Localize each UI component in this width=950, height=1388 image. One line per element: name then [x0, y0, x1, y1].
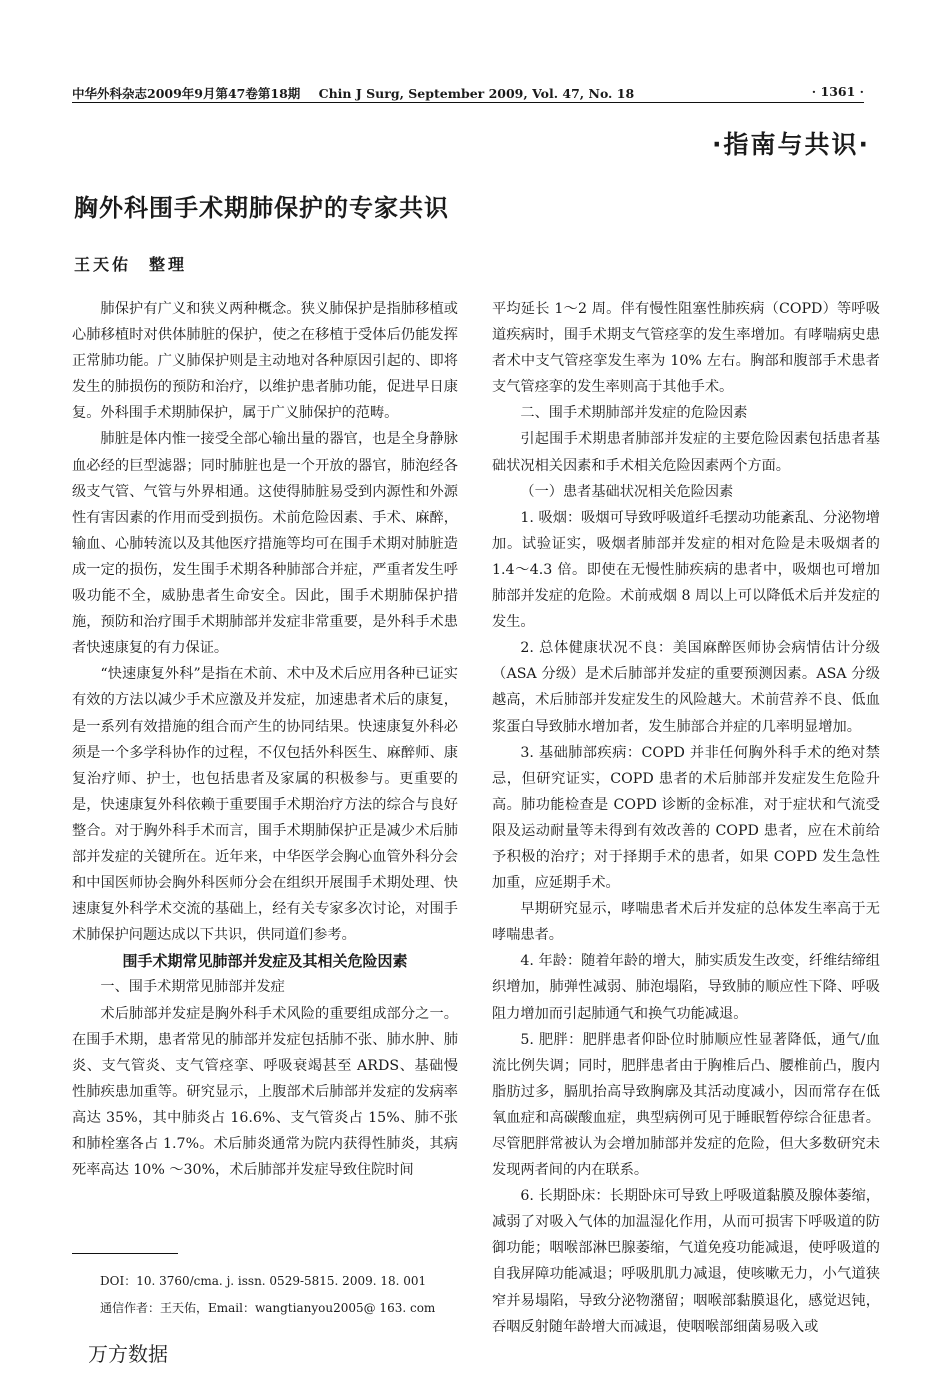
- author-role: 整理: [149, 255, 188, 274]
- paragraph: 术后肺部并发症是胸外科手术风险的重要组成部分之一。在围手术期，患者常见的肺部并发症包括肺不张、肺水肿、肺炎、支气管炎、支气管痉挛、呼吸衰竭甚至 ARDS、基础慢性肺疾患加重等。研究显示，上腹部术后肺部并发症的发病率高达 35%，其中肺炎占 16.6%、支气管炎占 15%、肺不张和肺栓塞各占 1.7%。术后肺炎通常为院内获得性肺炎，其病死率高达 10% ～30%，术后肺部并发症导致住院时间: [72, 1005, 458, 1179]
- list-item: 4. 年龄：随着年龄的增大，肺实质发生改变，纤维结缔组织增加，肺弹性减弱、肺泡塌陷，导致肺的顺应性下降、呼吸阻力增加而引起肺通气和换气功能减退。: [492, 953, 880, 1022]
- subsubsection-heading: （一）患者基础状况相关危险因素: [520, 483, 734, 500]
- footnote-rule: [72, 1253, 178, 1254]
- doi: DOI：10. 3760/cma. j. issn. 0529-5815. 2009. 18. 001: [100, 1274, 427, 1288]
- footnotes: [100, 1268, 435, 1322]
- list-item: 3. 基础肺部疾病：COPD 并非任何胸外科手术的绝对禁忌，但研究证实，COPD 患者的术后肺部并发症发生危险升高。肺功能检查是 COPD 诊断的金标准，对于症状和气流受限及运动耐量等未得到有效改善的 COPD 患者，应在术前给予积极的治疗；对于择期手术的患者，如果 COPD 发生急性加重，应延期手术。: [492, 744, 880, 892]
- list-item: 2. 总体健康状况不良：美国麻醉医师协会病情估计分级（ASA 分级）是术后肺部并发症的重要预测因素。ASA 分级越高，术后肺部并发症发生的风险越大。术前营养不良、低血浆蛋白导致肺水增加者，发生肺部合并症的几率明显增加。: [492, 640, 880, 735]
- paragraph: 肺保护有广义和狭义两种概念。狭义肺保护是指肺移植或心肺移植时对供体肺脏的保护，使之在移植于受体后仍能发挥正常肺功能。广义肺保护则是主动地对各种原因引起的、即将发生的肺损伤的预防和治疗，以维护患者肺功能，促进早日康复。外科围手术期肺保护，属于广义肺保护的范畴。: [72, 301, 458, 422]
- right-column: [492, 296, 880, 1340]
- author-name: 王天佑: [74, 255, 132, 274]
- left-column: [72, 296, 458, 1183]
- author-line: [74, 252, 187, 275]
- header-rule: [72, 102, 864, 103]
- section-heading: 围手术期常见肺部并发症及其相关危险因素: [122, 952, 408, 971]
- list-item: 早期研究显示，哮喘患者术后并发症的总体发生率高于无哮喘患者。: [492, 901, 880, 944]
- correspondence: 通信作者：王天佑，Email：wangtianyou2005@ 163. com: [100, 1301, 436, 1315]
- watermark: 万方数据: [88, 1342, 168, 1366]
- article-title: 胸外科围手术期肺保护的专家共识: [74, 194, 449, 222]
- journal-citation-en: Chin J Surg, September 2009, Vol. 47, No. 18: [318, 86, 635, 101]
- paragraph: “快速康复外科”是指在术前、术中及术后应用各种已证实有效的方法以减少手术应激及并发症，加速患者术后的康复，是一系列有效措施的组合而产生的协同结果。快速康复外科必须是一个多学科协作的过程，不仅包括外科医生、麻醉师、康复治疗师、护士，也包括患者及家属的积极参与。更重要的是，快速康复外科依赖于重要围手术期治疗方法的综合与良好整合。对于胸外科手术而言，围手术期肺保护正是减少术后肺部并发症的关键所在。近年来，中华医学会胸心血管外科分会和中国医师协会胸外科医师分会在组织开展围手术期处理、快速康复外科学术交流的基础上，经有关专家多次讨论，对围手术肺保护问题达成以下共识，供同道们参考。: [72, 666, 458, 944]
- page-number: · 1361 ·: [811, 84, 864, 99]
- subsection-heading: 二、围手术期肺部并发症的危险因素: [520, 405, 748, 422]
- paragraph-continued: 平均延长 1～2 周。伴有慢性阻塞性肺疾病（COPD）等呼吸道疾病时，围手术期支气管痉挛的发生率增加。有哮喘病史患者术中支气管痉挛发生率为 10% 左右。胸部和腹部手术患者支气管痉挛的发生率则高于其他手术。: [492, 301, 880, 396]
- journal-citation: [72, 84, 648, 102]
- list-item: 6. 长期卧床：长期卧床可导致上呼吸道黏膜及腺体萎缩，减弱了对吸入气体的加温湿化作用，从而可损害下呼吸道的防御功能；咽喉部淋巴腺萎缩，气道免疫功能减退，使呼吸道的自我屏障功能减退；呼吸肌肌力减退，使咳嗽无力，小气道狭窄并易塌陷，导致分泌物潴留；咽喉部黏膜退化，感觉迟钝，吞咽反射随年龄增大而减退，使咽喉部细菌易吸入或: [492, 1188, 880, 1335]
- running-head: [72, 84, 864, 102]
- list-item: 5. 肥胖：肥胖患者仰卧位时肺顺应性显著降低，通气/血流比例失调；同时，肥胖患者由于胸椎后凸、腰椎前凸，腹内脂肪过多，膈肌抬高导致胸廓及其活动度减小，因而常存在低氧血症和高碳酸血症，典型病例可见于睡眠暂停综合征患者。尽管肥胖常被认为会增加肺部并发症的危险，但大多数研究未发现两者间的内在联系。: [492, 1031, 880, 1179]
- paragraph: 引起围手术期患者肺部并发症的主要危险因素包括患者基础状况相关因素和手术相关危险因素两个方面。: [492, 431, 880, 474]
- paragraph: 肺脏是体内惟一接受全部心输出量的器官，也是全身静脉血必经的巨型滤器；同时肺脏也是一个开放的器官，肺泡经各级支气管、气管与外界相通。这使得肺脏易受到内源性和外源性有害因素的作用而受到损伤。术前危险因素、手术、麻醉，输血、心肺转流以及其他医疗措施等均可在围手术期对肺脏造成一定的损伤，发生围手术期各种肺部合并症，严重者发生呼吸功能不全，威胁患者生命安全。因此，围手术期肺保护措施，预防和治疗围手术期肺部并发症非常重要，是外科手术患者快速康复的有力保证。: [72, 431, 458, 657]
- list-item: 1. 吸烟：吸烟可导致呼吸道纤毛摆动功能紊乱、分泌物增加。试验证实，吸烟者肺部并发症的相对危险是未吸烟者的 1.4～4.3 倍。即使在无慢性肺疾病的患者中，吸烟也可增加肺部并发症的危险。术前戒烟 8 周以上可以降低术后并发症的发生。: [492, 509, 880, 631]
- subsection-heading: 一、围手术期常见肺部并发症: [100, 979, 285, 996]
- journal-citation-cn: 中华外科杂志2009年9月第47卷第18期: [72, 86, 301, 101]
- column-label: ·指南与共识·: [712, 130, 870, 159]
